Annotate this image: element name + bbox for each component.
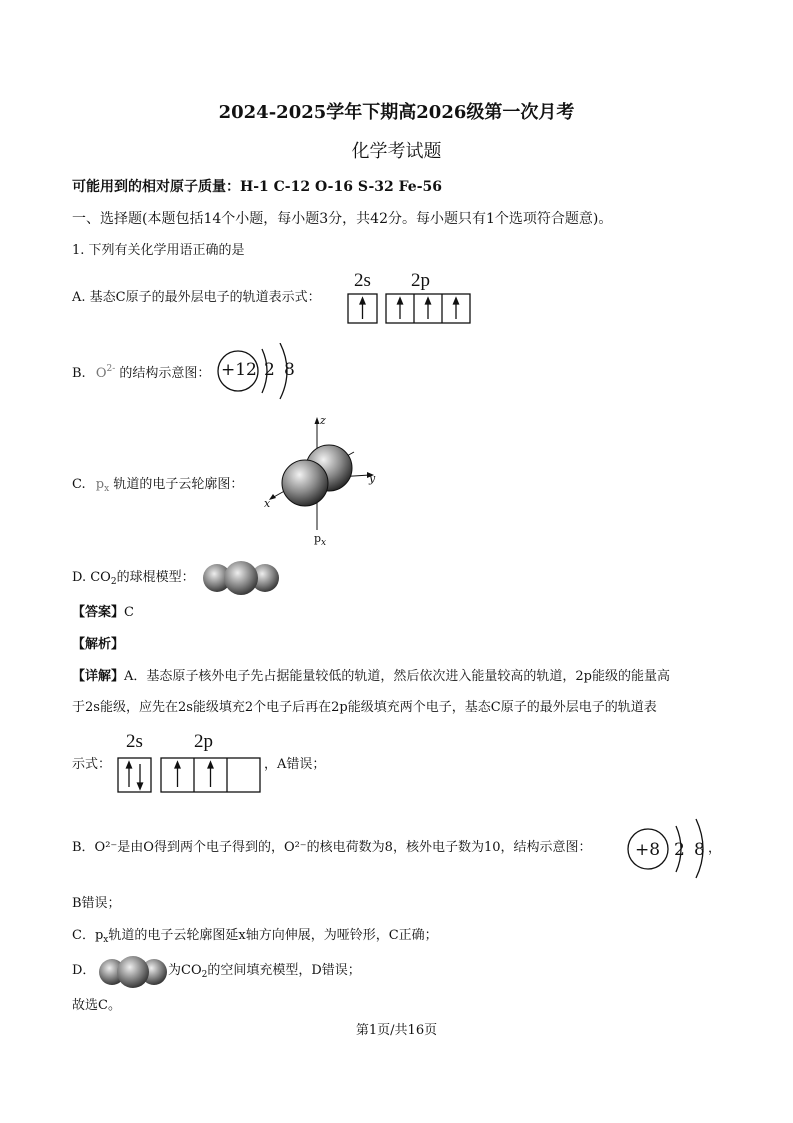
detail-label-2s: 2s xyxy=(126,731,143,752)
detail-c-rest: 轨道的电子云轮廓图延x轴方向伸展，为哑铃形，C正确； xyxy=(108,928,438,943)
option-b-ion: O xyxy=(95,366,107,381)
option-c-text xyxy=(72,476,243,498)
co2-model-d xyxy=(200,560,284,596)
conclusion: 故选C。 xyxy=(72,998,121,1013)
detail-d-prefix: D． xyxy=(72,963,96,978)
option-d-sub: 2 xyxy=(110,577,117,587)
label-2s: 2s xyxy=(354,270,371,291)
option-d-prefix: D. CO xyxy=(72,570,111,585)
detail-label-2p: 2p xyxy=(194,731,213,752)
orbital-boxes-a xyxy=(346,292,474,326)
detail-d-rest: 的空间填充模型，D错误； xyxy=(207,963,361,978)
detail-c-prefix: C．p xyxy=(72,928,104,943)
option-c-orbital: p xyxy=(95,477,105,492)
detail-line-3-prefix: 示式： xyxy=(72,757,112,772)
option-b-text xyxy=(72,361,210,382)
axis-y-label: y xyxy=(369,472,376,485)
px-caption xyxy=(314,532,326,548)
exam-subtitle: 化学考试题 xyxy=(351,141,442,162)
option-c-orbital-sub: x xyxy=(104,484,110,494)
px-caption-sub: x xyxy=(321,538,327,548)
detail-b-line: B．O²⁻是由O得到两个电子得到的，O²⁻的核电荷数为8，核外电子数为10，结构示意图： xyxy=(72,840,592,855)
shell-1-count: 2 xyxy=(264,360,275,380)
detail-line-3-suffix: ，A错误； xyxy=(264,757,326,772)
atomic-masses: 可能用到的相对原子质量：H-1 C-12 O-16 S-32 Fe-56 xyxy=(72,179,443,195)
detail-nucleus-label: +8 xyxy=(635,840,661,860)
px-caption-p: p xyxy=(314,532,322,545)
option-b-label: 的结构示意图： xyxy=(119,366,211,381)
option-c-label: 轨道的电子云轮廓图： xyxy=(113,477,244,492)
detail-shell-1: 2 xyxy=(674,840,685,860)
question-stem: 1. 下列有关化学用语正确的是 xyxy=(72,243,245,258)
answer-value: C xyxy=(124,605,134,620)
detail-line-1-text: A．基态原子核外电子先占据能量较低的轨道，然后依次进入能量较高的轨道，2p能级的能量高 xyxy=(124,669,670,684)
option-d-label: 的球棍模型： xyxy=(116,570,195,585)
option-b-prefix: B. xyxy=(72,366,86,381)
option-b-ion-charge: 2- xyxy=(106,364,116,374)
detail-b-wrong: B错误； xyxy=(72,896,121,911)
page-footer: 第1页/共16页 xyxy=(355,1023,438,1038)
detail-c-line xyxy=(72,927,438,949)
option-c-prefix: C. xyxy=(72,477,86,492)
section-heading: 一、选择题(本题包括14个小题，每小题3分，共42分。每小题只有1个选项符合题意)。 xyxy=(72,211,613,227)
detail-shell-2: 8 xyxy=(694,840,705,860)
option-a-text: A. 基态C原子的最外层电子的轨道表示式： xyxy=(72,290,321,305)
detail-d-line xyxy=(168,962,361,984)
shell-2-count: 8 xyxy=(284,360,295,380)
answer-line xyxy=(72,604,134,621)
orbital-boxes-detail xyxy=(116,756,266,796)
detail-d-sub: 2 xyxy=(201,970,208,980)
detail-label: 【详解】 xyxy=(72,669,125,684)
nucleus-label: +12 xyxy=(221,360,257,380)
exam-title: 2024-2025学年下期高2026级第一次月考 xyxy=(218,102,575,123)
label-2p: 2p xyxy=(411,270,430,291)
axis-x-label: x xyxy=(264,497,271,510)
analysis-label: 【解析】 xyxy=(72,637,125,652)
detail-b-tail: ， xyxy=(708,841,722,856)
axis-z-label: z xyxy=(320,414,326,427)
co2-space-filling-model xyxy=(97,955,169,989)
detail-c-sub: x xyxy=(103,935,109,945)
option-d-text xyxy=(72,569,195,591)
detail-d-mid: 为CO xyxy=(168,963,202,978)
answer-label: 【答案】 xyxy=(72,605,125,620)
detail-line-1 xyxy=(72,668,670,685)
detail-line-2: 于2s能级，应先在2s能级填充2个电子后再在2p能级填充两个电子，基态C原子的最外层电子的轨道表 xyxy=(72,700,657,715)
